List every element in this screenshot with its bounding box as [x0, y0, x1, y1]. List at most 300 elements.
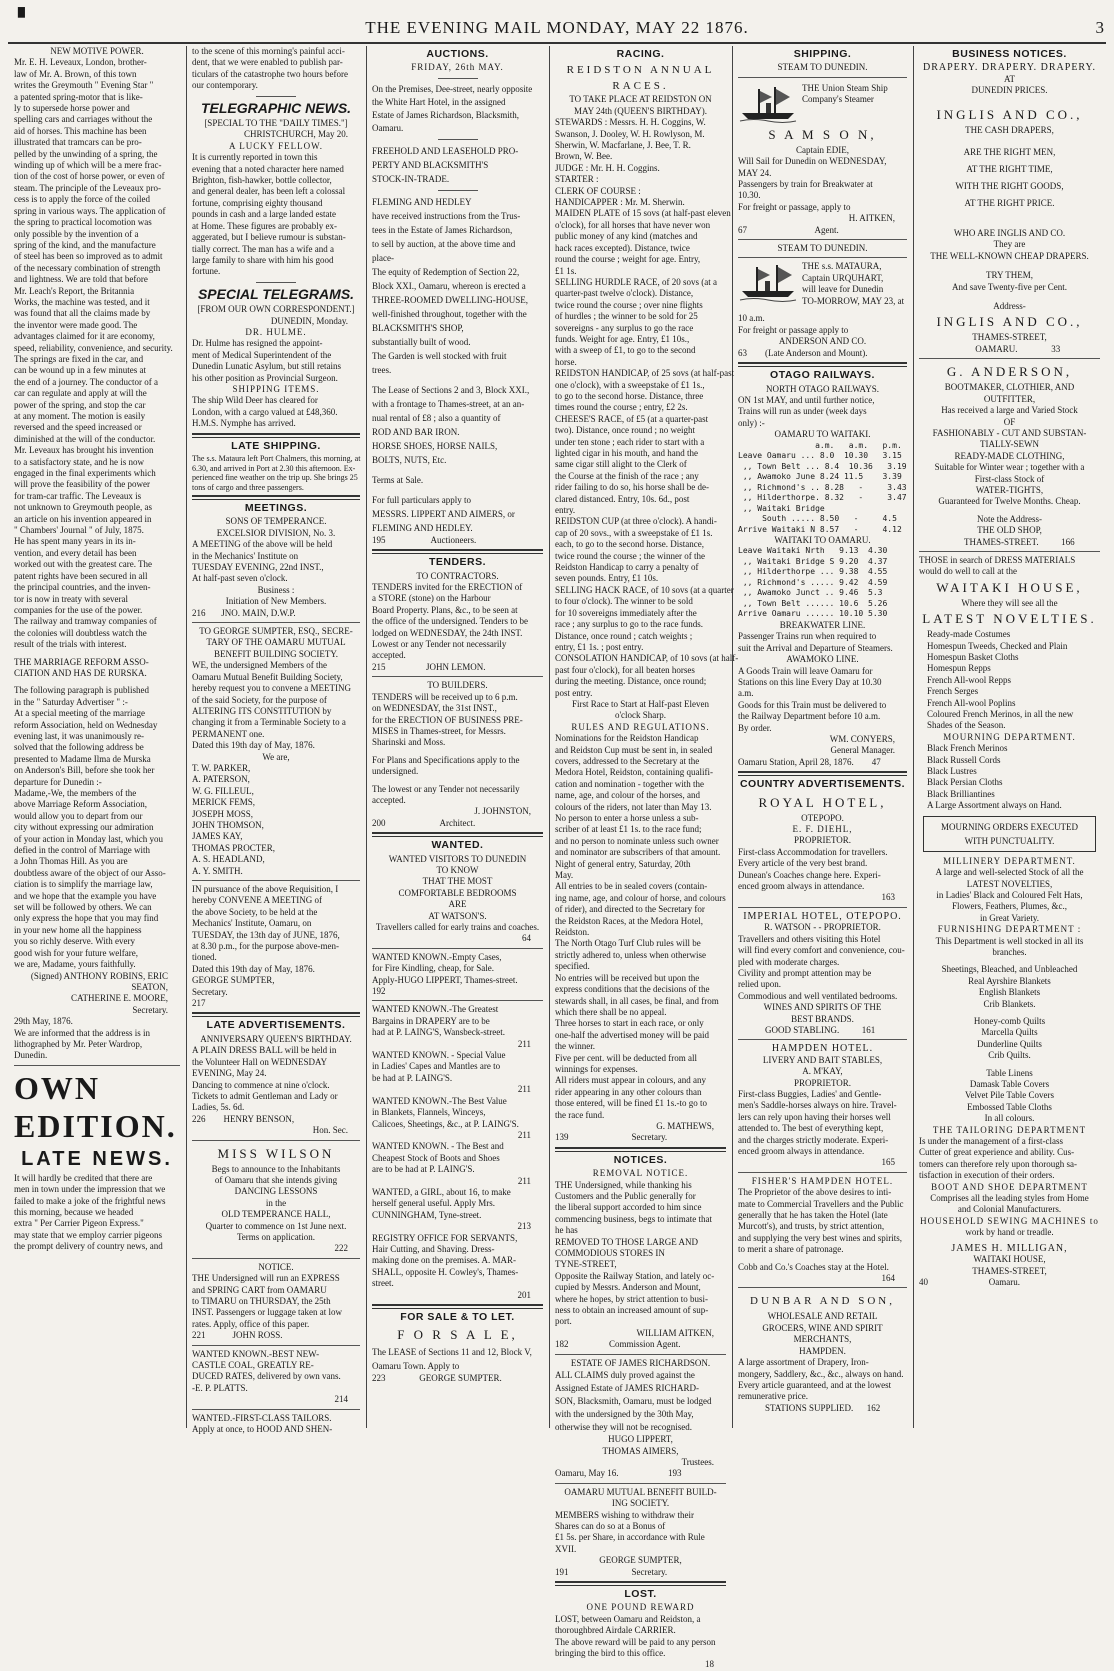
text-line: and lightness. We are told that before [14, 274, 148, 285]
ad-signoff: 191 Secretary. [555, 1566, 668, 1577]
text-line: Reidston Handicap to carry a penalty of [555, 562, 699, 573]
ad-title: ING SOCIETY. [611, 1498, 670, 1509]
ad-body [372, 582, 543, 662]
ad-number: 165 [881, 1157, 895, 1168]
department-heading: FURNISHING DEPARTMENT : [937, 924, 1082, 935]
text-line: Begs to announce to the Inhabitants [211, 1163, 341, 1174]
text-line: place- [372, 252, 394, 263]
text-line: ment of Medical Superintendent of the [192, 349, 332, 360]
text-line: Mr. E. H. Leveaux, London, brother- [14, 57, 147, 68]
article-heading: NEW MOTIVE POWER. [50, 46, 144, 56]
text-line: XVII. [555, 1543, 577, 1554]
text-line: First-class Buggies, Ladies' and Gentle- [738, 1088, 882, 1099]
text-line: MISES in Thames-street, for Messrs. [372, 725, 506, 736]
rule [256, 282, 296, 283]
section-heading: RACING. [616, 48, 665, 60]
text-line: Mr. Leach's Report, the Britannia [14, 285, 135, 296]
text-line: AT WATSON'S. [428, 910, 487, 921]
text-line: hack races excepted). Distance, twice [555, 242, 690, 253]
ad-line: WAITAKI HOUSE, [973, 1254, 1046, 1265]
text-line: A. S. HEADLAND, [192, 854, 265, 865]
text-line: Apply-HUGO LIPPERT, Thames-street. [372, 974, 518, 985]
ad-title: REMOVAL NOTICE. [592, 1168, 689, 1179]
text-line: Calicoes, Sheetings, &c., at P. LAING'S. [372, 1118, 519, 1129]
text-line: evening last, it was unanimously re- [14, 730, 144, 741]
text-line: BLACKSMITH'S SHOP, [372, 322, 464, 333]
text-line: accepted. [372, 794, 406, 805]
goods-list [919, 629, 1100, 732]
ad-body [192, 1349, 360, 1395]
text-line: diminished at the will of the conductor. [14, 433, 156, 444]
firm-name: INGLIS AND CO., [936, 106, 1083, 122]
ad-body [192, 884, 360, 998]
ad-number: 211 [517, 1038, 531, 1049]
text-line: advantages claimed for it are economy, [14, 331, 155, 342]
text-line: illustrated that tramcars can be pro- [14, 137, 142, 148]
text-line: colours of the riders, not later than May 13. [555, 801, 712, 812]
text-line: ness to obtain an increased amount of sup- [555, 1305, 709, 1316]
text-line: have received instructions from the Trus- [372, 210, 521, 221]
text-line: remunerative price. [738, 1391, 808, 1402]
text-line: Night of general entry, Saturday, 20th [555, 858, 691, 869]
text-line: MAIDEN PLATE of 15 sovs (at half-past eleven [555, 208, 731, 219]
text-line: the above Society, to be held at the [192, 906, 318, 917]
rule [738, 362, 907, 367]
rule [192, 1409, 360, 1410]
ad-line: THE s.s. MATAURA, [802, 261, 882, 272]
rule [555, 1354, 726, 1355]
officials-list [555, 117, 726, 208]
text-line: A Goods Train will leave Oamaru for [738, 665, 873, 676]
text-line: a.m. [738, 688, 754, 699]
text-line: H.M.S. Nymphe has arrived. [192, 418, 296, 429]
text-line: pled with moderate charges. [738, 956, 840, 967]
text-line: OLD TEMPERANCE HALL, [221, 1209, 331, 1220]
ad-body [372, 854, 543, 934]
ad-body [919, 1193, 1100, 1216]
text-line: Trains will run as under (week days [738, 406, 867, 417]
ad-body [738, 666, 907, 734]
text-line: two). Distance, once round ; no weight [555, 425, 695, 436]
ad-line: DUNEDIN PRICES. [971, 85, 1048, 96]
ad-body [738, 1089, 907, 1157]
text-line: branches. [992, 946, 1027, 957]
text-line: cupied by Messrs. Anderson and Mount, [555, 1282, 701, 1293]
text-line: in the Mechanics' Institute on [192, 550, 299, 561]
column-4 [549, 46, 739, 1670]
rule [192, 433, 360, 438]
ad-title: NOTICE. [258, 1261, 294, 1272]
text-line: Every article of the very best brand. [738, 858, 868, 869]
ad-signoff: 226 HENRY BENSON, [192, 1113, 295, 1124]
text-line: Travellers called for early trains and coaches. [375, 922, 540, 932]
text-line: will find every comfort and convenience, cou- [738, 945, 905, 956]
text-line: LOST, between Oamaru and Reidston, a [555, 1613, 701, 1624]
text-line: ,, Waitaki Bridge S 9.20 4.37 [738, 556, 888, 566]
text-line: Civility and prompt attention may be [738, 967, 872, 978]
rule [192, 880, 360, 881]
text-line: attended to. The best of everything kept, [738, 1123, 884, 1134]
text-line: This Department is well stocked in all its [935, 935, 1084, 946]
text-line: his other position as Provincial Surgeon. [192, 372, 338, 383]
ad-title: OAMARU MUTUAL BENEFIT BUILD- [564, 1486, 717, 1497]
text-line: W. G. FILLEUL, [192, 785, 254, 796]
text-line: for tram-car traffic. The Leveaux is [14, 490, 142, 501]
date-line: 29th May, 1876. [14, 1016, 73, 1027]
text-line: twice round the course ; over nine flights [555, 299, 703, 310]
text-line: MAY 24. [738, 167, 772, 178]
ad-line: They are [993, 239, 1026, 250]
ad-body [372, 1096, 543, 1130]
text-line: No entries will be received but upon the [555, 972, 700, 983]
firm-name: WAITAKI HOUSE, [936, 579, 1083, 595]
text-line: CONSOLATION HANDICAP, of 10 sovs (at half- [555, 653, 739, 664]
ad-line: work by hand or treadle. [965, 1227, 1054, 1238]
text-line: of the said Society, for the purpose of [192, 694, 327, 705]
ad-line: Captain URQUHART, [802, 272, 884, 283]
rule [192, 495, 360, 500]
text-line: Mechanics' Institute, Oamaru, on [192, 918, 312, 929]
ad-signoff: Oamaru Station, April 28, 1876. 47 [738, 756, 881, 767]
ad-signoff: J. JOHNSTON, [474, 806, 531, 817]
ad-line: OTEPOPO. [801, 812, 844, 823]
text-line: Suitable for Winter wear ; together with a [934, 462, 1085, 473]
rule [192, 1012, 360, 1017]
dateline: DUNEDIN, Monday. [270, 315, 348, 326]
text-line: covers, addressed to the Secretary at the [555, 755, 700, 766]
ad-body [919, 144, 1100, 212]
ad-signoff: HUGO LIPPERT, [608, 1434, 673, 1445]
text-line: bringing the bird to this office. [555, 1648, 666, 1658]
text-line: THOSE in search of DRESS MATERIALS [919, 554, 1076, 565]
text-line: not unknown to Greymouth people, as [14, 502, 152, 513]
ad-line: E. F. DIEHL, [792, 824, 853, 835]
text-line: SON, Blacksmith, Oamaru, must be lodged [555, 1396, 712, 1407]
text-line: a.m. a.m. p.m. [738, 440, 902, 450]
text-line: on WEDNESDAY, the 31st INST., [372, 703, 497, 714]
text-line: At a special meeting of the marriage [14, 708, 145, 719]
ad-line: And save Twenty-five per Cent. [952, 281, 1067, 292]
text-line: DUCED RATES, delivered by own vans. [192, 1371, 341, 1382]
text-line: THREE-ROOMED DWELLING-HOUSE, [372, 294, 528, 305]
ad-line: Business : [257, 584, 295, 595]
text-line: Cheapest Stock of Boots and Shoes [372, 1152, 500, 1163]
text-line: ciation is to simplify the marriage law, [14, 879, 153, 890]
text-line: Damask Table Covers [969, 1079, 1050, 1089]
rule [372, 549, 543, 554]
text-line: ALTERING ITS CONSTITUTION by [192, 705, 332, 716]
text-line: Real Ayrshire Blankets [968, 975, 1051, 986]
ad-signoff: 221 JOHN ROSS. [192, 1330, 283, 1341]
text-line: o'clock), for all horses that have never won [555, 219, 711, 230]
text-line: good wish for your future welfare, [14, 947, 138, 958]
ad-body [738, 847, 907, 893]
text-line: Hair Cutting, and Shaving. Dress- [372, 1243, 495, 1254]
rule [555, 1581, 726, 1586]
text-line: ,, Waitaki Bridge [738, 503, 825, 513]
text-line: spring of the kind, and the manufacture [14, 239, 156, 250]
text-line: dent, that we were enabled to publish par- [192, 57, 343, 68]
text-line: stewards shall, in all cases, be final, and from [555, 995, 719, 1006]
text-line: Dancing to commence at nine o'clock. [192, 1079, 330, 1090]
masthead-rule [8, 42, 1106, 44]
item-body [192, 152, 360, 277]
text-line: in Ladies' Black and Coloured Felt Hats, [936, 889, 1083, 900]
text-line: and nominator are subscribers of that amount. [555, 847, 721, 858]
ad-title: TO CONTRACTORS. [416, 570, 499, 581]
text-line: lighted cigar in his mouth, and hand the [555, 448, 698, 458]
text-line: CLERK OF COURSE : [555, 185, 641, 196]
rule [372, 676, 543, 677]
text-line: and Reidston Cup must be sent in, in sealed [555, 744, 713, 755]
ad-number: 214 [334, 1394, 348, 1405]
ad-number: 211 [517, 1129, 531, 1140]
text-line: companies for the use of the power. [14, 604, 143, 615]
text-line: perienced fine weather on the trip up. She brings 25 [192, 473, 358, 482]
text-line: scriber of at least £1 1s. to the race fund; [555, 824, 702, 835]
ad-body [372, 1345, 543, 1373]
ad-line: MERCHANTS, [793, 1334, 852, 1345]
text-line: First-class Stock of [974, 473, 1045, 484]
text-line: At half-past seven o'clock. [192, 573, 288, 584]
text-line: A Large Assortment always on Hand. [927, 800, 1062, 811]
text-line: enced groom always in attendance. [738, 1146, 865, 1156]
text-line: tomers can therefore rely upon thorough sa- [919, 1158, 1077, 1169]
ad-body [372, 1050, 543, 1084]
ad-line: WANTED.-FIRST-CLASS TAILORS. [192, 1412, 332, 1423]
ad-body [738, 1357, 907, 1403]
text-line: French All-wool Repps [927, 674, 1011, 685]
ad-body [372, 1004, 543, 1038]
text-line: for the ERECTION OF BUSINESS PRE- [372, 714, 523, 725]
text-line: OUTFITTER, [983, 393, 1036, 404]
text-line: lodged on WEDNESDAY, the 24th INST. [372, 627, 523, 638]
text-line: rates. Apply, office of this paper. [192, 1318, 310, 1329]
firm-name: JAMES H. MILLIGAN, [951, 1242, 1068, 1254]
firm-name: INGLIS AND CO., [936, 314, 1083, 330]
ad-line: TRY THEM, [985, 270, 1033, 281]
steamship-illustration [738, 81, 907, 123]
text-line: Three horses to start in each race, or only [555, 1018, 704, 1029]
text-line: Homespun Basket Cloths [927, 652, 1019, 662]
ad-signoff: General Manager. [830, 745, 895, 756]
text-line: in Great Variety. [980, 912, 1039, 923]
text-line: INST. Passengers or luggage taken at low [192, 1307, 343, 1318]
text-line: pelled by the unwinding of a spring, the [14, 148, 158, 159]
ad-body [738, 1187, 907, 1273]
note-line: Dunedin. [14, 1050, 48, 1061]
text-line: writes the Greymouth " Evening Star " [14, 80, 154, 91]
text-line: in your new home all the happiness [14, 924, 142, 935]
text-line: ROD AND BAR IRON. [372, 426, 460, 437]
text-line: hereby CONVENE A MEETING of [192, 895, 322, 906]
text-line: TYNE-STREET, [555, 1259, 617, 1270]
ad-body [919, 555, 1100, 578]
ad-line: Initiation of New Members. [225, 596, 327, 607]
text-line: Stations on this line Every Day at 10.30 [738, 676, 882, 687]
text-line: and general dealer, has been left a colossal [192, 186, 346, 197]
text-line: those entered, will be fined £1 1s.-to go to [555, 1098, 707, 1109]
text-line: one o'clock), with a sweepstake of £1 1s., [555, 379, 705, 390]
text-line: Commodious and well ventilated bedrooms. [738, 990, 898, 1001]
text-line: Tickets to admit Gentleman and Lady or [192, 1090, 338, 1101]
text-line: Dunedin Lunatic Asylum, but still retains [192, 361, 341, 372]
text-line: WATER-TIGHTS, [975, 484, 1044, 495]
text-line: Homespun Tweeds, Checked and Plain [927, 640, 1068, 651]
text-line: of Oamaru that she intends giving [214, 1174, 338, 1185]
text-line: FLEMING AND HEDLEY [372, 196, 472, 207]
signature: Secretary. [132, 1004, 168, 1015]
text-line: winnings for expenses. [555, 1063, 638, 1074]
ad-subtitle: EXCELSIOR DIVISION, No. 3. [216, 527, 336, 538]
text-line: relied upon. [738, 979, 781, 990]
text-line: French Serges [927, 686, 979, 697]
text-line: Oamaru. [372, 122, 404, 133]
text-line: TO TAKE PLACE AT REIDSTON ON [569, 94, 712, 105]
text-line: BENEFIT BUILDING SOCIETY. [214, 648, 338, 659]
text-line: mate to Commercial Travellers and the Public [738, 1198, 904, 1209]
text-line: TUESDAY EVENING, 22nd INST., [192, 562, 324, 573]
text-line: -E. P. PLATTS. [192, 1382, 248, 1393]
text-line: will prove the feasibility of the power [14, 479, 150, 490]
rules-heading: RULES AND REGULATIONS. [571, 721, 710, 732]
text-line: times round the course ; entry, £2 2s. [555, 402, 688, 413]
text-line: ,, Hilderthorpe ... 9.38 4.55 [738, 567, 888, 577]
text-line: and Colonial Manufacturers. [957, 1204, 1062, 1215]
text-line: Oamaru Town. Apply to [372, 1361, 460, 1372]
text-line: solved that the following address be [14, 742, 144, 753]
rule [738, 239, 907, 240]
text-line: A PLAIN DRESS BALL will be held in [192, 1045, 337, 1056]
text-line: SHALL, opposite H. Cowley's, Thames- [372, 1266, 519, 1277]
text-line: Is under the management of a first-class [919, 1136, 1063, 1147]
text-line: in the " Saturday Advertiser " :- [14, 696, 128, 707]
ad-signoff: 216 JNO. MAIN, D.W.P. [192, 607, 296, 618]
rule [192, 1258, 360, 1259]
text-line: for 10 sovereigns immediately after the [555, 607, 697, 618]
ad-body [919, 382, 1100, 536]
text-line: South ..... 8.50 - 4.5 [738, 514, 897, 524]
text-line: rider appearing in any other colours than [555, 1086, 702, 1097]
text-line: Cobb and Co.'s Coaches stay at the Hotel. [738, 1261, 889, 1272]
text-line: CHEESE'S RACE, of £5 (at a quarter-past [555, 413, 709, 424]
text-line: SELLING HACK RACE, of 10 sovs (at a quarter [555, 584, 734, 595]
masthead-title: THE EVENING MAIL MONDAY, MAY 22 1876. [365, 18, 749, 37]
text-line: with a sweep of £1, to go to the second [555, 345, 696, 356]
race-programme [555, 208, 739, 698]
text-line: vention, and every detail has been [14, 547, 137, 558]
text-line: of the necessary combination of strength [14, 262, 161, 273]
text-line: ,, Richmond's .. 8.28 - 3.43 [738, 482, 907, 492]
ad-signoff: 215 JOHN LEMON. [372, 661, 486, 672]
text-line: Oamaru Mutual Benefit Building Society, [192, 671, 343, 682]
text-line: AT THE RIGHT PRICE. [964, 198, 1055, 209]
text-line: " Chambers' Journal " of July, 1875. [14, 525, 144, 536]
text-line: Guaranteed for Twelve Months. Cheap. [938, 496, 1081, 507]
text-line: at any moment. The motion is easily [14, 411, 146, 421]
text-line: THE Undersigned, while thanking his [555, 1179, 692, 1190]
text-line: Crib Quilts. [988, 1050, 1031, 1061]
text-line: to go to the second horse. Distance, three [555, 390, 704, 401]
ad-line: TO-MORROW, MAY 23, at [802, 295, 905, 306]
ad-number: 213 [517, 1221, 531, 1232]
ad-body [555, 1614, 726, 1660]
text-line: nual rental of £8 ; also a quantity of [372, 412, 501, 423]
ad-number: 211 [517, 1175, 531, 1186]
text-line: TENDERS invited for the ERECTION of [372, 582, 523, 593]
text-line: the Course at the finish of the race ; any [555, 470, 699, 481]
text-line: for Fire Kindling, cheap, for Sale. [372, 963, 494, 974]
ad-signoff: WM. CONYERS, [829, 734, 895, 744]
text-line: DANCING LESSONS [234, 1186, 318, 1197]
text-line: doubtless aware of the object of our Asso- [14, 867, 166, 878]
text-line: with a frontage to Thames-street, at an an- [372, 398, 525, 409]
department-heading: MILLINERY DEPARTMENT. [943, 855, 1076, 866]
text-line: Cutter of great experience and ability. Cus- [919, 1147, 1075, 1158]
text-line: well-finished throughout, together with the [372, 308, 527, 319]
text-line: undersigned. [372, 766, 419, 777]
text-line: WANTED KNOWN.-Empty Cases, [372, 951, 502, 962]
section-subheading: [FROM OUR OWN CORRESPONDENT.] [197, 304, 355, 315]
ad-title: ESTATE OF JAMES RICHARDSON. [570, 1357, 711, 1368]
ad-title: LATEST NOVELTIES. [922, 611, 1097, 627]
box-line: MOURNING ORDERS EXECUTED [941, 821, 1078, 832]
text-line: one-half the advertised money will be paid [555, 1029, 709, 1040]
text-line: FLEMING AND HEDLEY. [372, 522, 473, 533]
ad-title: REIDSTON ANNUAL RACES. [566, 64, 715, 93]
text-line: pounds in cash and a large landed estate [192, 209, 337, 220]
ad-body [192, 660, 360, 740]
text-line: port. [555, 1316, 572, 1327]
text-line: evening that a noted character here named [192, 163, 344, 174]
text-line: the office of the undersigned. Tenders to be [372, 616, 528, 627]
text-line: TARY OF THE OAMARU MUTUAL [206, 637, 346, 648]
text-line: WANTED KNOWN. - Special Value [372, 1050, 506, 1061]
text-line: WITH THE RIGHT GOODS, [955, 181, 1064, 192]
text-line: same cigar still alight to the Clerk of [555, 459, 687, 470]
text-line: MESSRS. LIPPERT AND AIMERS, or [372, 508, 515, 519]
section-heading: AUCTIONS. [426, 48, 489, 60]
ad-number: 211 [517, 1084, 531, 1095]
text-line: Embossed Table Cloths [967, 1101, 1052, 1112]
text-line: Dunderline Quilts [977, 1038, 1042, 1049]
text-line: Lowest or any Tender not necessarily [372, 639, 507, 650]
text-line: He has spent many years in its in- [14, 536, 136, 547]
text-line: CASTLE COAL, GREATLY RE- [192, 1360, 314, 1371]
text-line: May. [555, 870, 574, 881]
text-line: an article on his invention appeared in [14, 513, 152, 524]
hotel-name: FISHER'S HAMPDEN HOTEL. [751, 1175, 894, 1186]
text-line: you so richly deserve. With every [14, 936, 135, 947]
text-line: ,, Awamoko Junct .. 9.46 5.3 [738, 588, 883, 598]
text-line: we are, Madame, yours faithfully. [14, 959, 136, 970]
section-heading: WANTED. [431, 839, 484, 852]
ad-title: STEAM TO DUNEDIN. [777, 243, 868, 254]
text-line: OF [1003, 416, 1016, 427]
ad-number: 163 [881, 892, 895, 903]
ad-line: Address- [993, 301, 1026, 312]
text-line: ,, Hilderthorpe. 8.32 - 3.47 [738, 493, 907, 503]
text-line: Honey-comb Quilts [973, 1015, 1046, 1026]
ad-title [372, 144, 543, 186]
text-line: during the meeting. Distance, once round; [555, 676, 707, 687]
text-line: rider failing to do so, his horse shall be de- [555, 482, 709, 493]
text-line: London, with a cargo valued at £48,360. [192, 406, 338, 417]
text-line: A. PATERSON, [192, 774, 250, 785]
ad-line: A. M'KAY, [802, 1066, 843, 1077]
ad-signoff: G. MATHEWS, [656, 1120, 714, 1131]
text-line: the liberal support accorded to him since [555, 1202, 702, 1213]
